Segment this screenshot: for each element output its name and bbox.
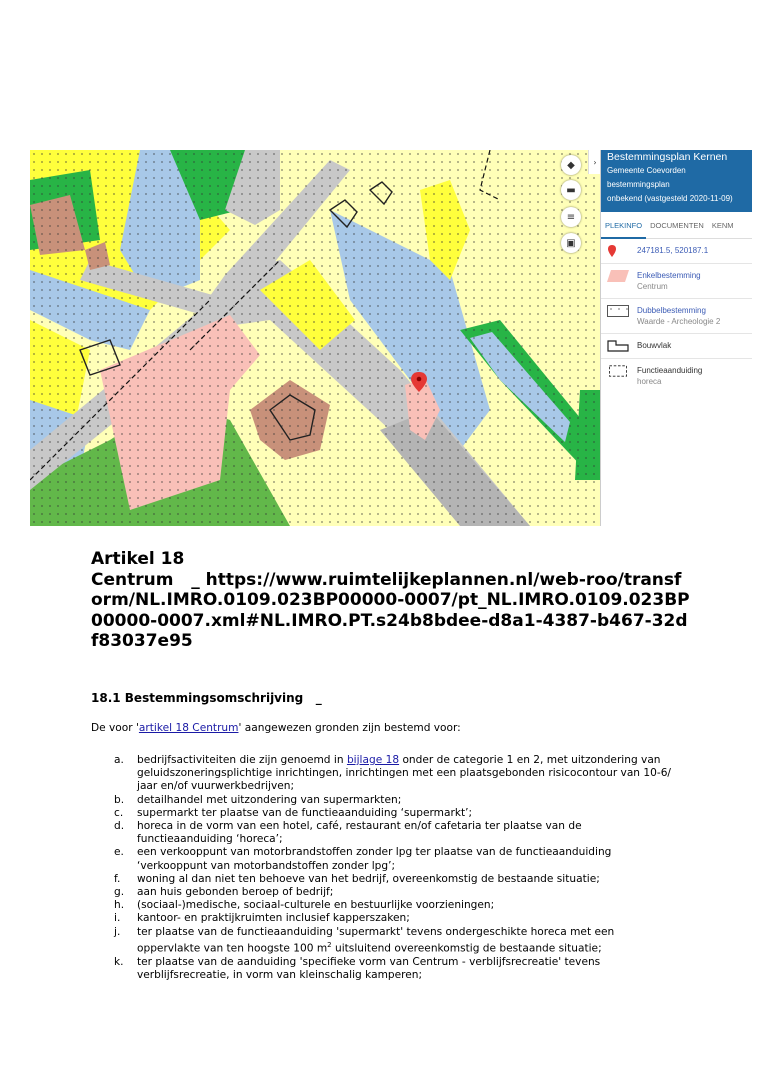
panel-header — [601, 150, 752, 212]
archeologie-overlay — [30, 150, 600, 526]
panel-toggle-button[interactable]: › — [588, 150, 601, 174]
panel-tabs — [601, 212, 752, 239]
item-text: kantoor- en praktijkruimten inclusief kapperszaken; — [137, 912, 410, 925]
layers-icon[interactable]: ◆ — [561, 155, 581, 175]
item-text: uitsluitend overeenkomstig de bestaande situatie; — [331, 942, 602, 955]
legend-row-functieaanduiding[interactable] — [601, 359, 752, 393]
article-name: Centrum — [91, 569, 174, 590]
intro-pre: De voor ' — [91, 722, 139, 734]
item-text: aan huis gebonden beroep of bedrijf; — [137, 886, 334, 899]
article-number: Artikel 18 — [91, 549, 185, 569]
zoning-map[interactable] — [30, 150, 600, 526]
list-icon[interactable]: ≡ — [561, 207, 581, 227]
list-item — [114, 754, 674, 794]
list-marker: i. — [114, 912, 121, 925]
item-text: een verkooppunt van motorbrandstoffen zonder lpg ter plaatse van de functieaanduiding ‘verkooppunt van motorbandstoffen zonder lpg’; — [137, 846, 612, 872]
subsection-title: 18.1 Bestemmingsomschrijving — [91, 691, 304, 705]
purpose-list — [114, 754, 674, 982]
intro-paragraph — [91, 722, 461, 734]
superscript: 2 — [327, 940, 332, 949]
list-marker: d. — [114, 820, 125, 833]
list-marker: j. — [114, 925, 121, 938]
list-marker: h. — [114, 899, 125, 912]
list-marker: g. — [114, 886, 125, 899]
list-marker: e. — [114, 846, 124, 859]
pink-swatch-icon — [607, 270, 629, 282]
bouwvlak-icon — [607, 340, 629, 352]
dotted-swatch-icon — [607, 305, 629, 317]
item-text: horeca in de vorm van een hotel, café, restaurant en/of cafetaria ter plaatse van de functieaanduiding ‘horeca’; — [137, 820, 582, 846]
list-item — [114, 956, 674, 982]
subsection-heading — [91, 691, 322, 705]
map-screenshot — [30, 150, 752, 526]
list-item — [114, 873, 674, 886]
subsection-separator: _ — [315, 691, 322, 705]
location-pin-icon — [607, 245, 629, 257]
article-link[interactable]: artikel 18 Centrum — [138, 722, 239, 734]
legend-row-bouwvlak[interactable] — [601, 334, 752, 359]
list-marker: f. — [114, 872, 121, 885]
bijlage-link[interactable]: bijlage 18 — [346, 754, 400, 766]
article-heading — [91, 549, 691, 652]
item-text: woning al dan niet ten behoeve van het bedrijf, overeenkomstig de bestaande situatie; — [137, 872, 600, 885]
item-text: supermarkt ter plaatse van de functieaanduiding ‘supermarkt’; — [137, 806, 473, 819]
list-item — [114, 807, 674, 820]
coordinates-row — [601, 239, 752, 264]
print-icon[interactable]: ▣ — [561, 233, 581, 253]
intro-post: ' aangewezen gronden zijn bestemd voor: — [238, 722, 461, 734]
list-item — [114, 912, 674, 925]
legend-label: Functieaanduiding — [637, 366, 703, 375]
item-text: onder de categorie 1 en 2, met uitzondering van geluidszoneringsplichtige inrichtingen, inrichtingen met een plaatsgebonden risicocontour van 10-6/ jaar en/of vuurwerkbedrijven; — [137, 754, 672, 793]
legend-sub: Centrum — [637, 282, 668, 291]
list-marker: c. — [114, 806, 124, 819]
tab-documenten[interactable]: DOCUMENTEN — [650, 220, 704, 230]
item-text: ter plaatse van de aanduiding 'specifieke vorm van Centrum - verblijfsrecreatie' tevens verblijfsrecreatie, in vorm van kleinschalig kamperen; — [137, 955, 601, 981]
legend-sub: Waarde - Archeologie 2 — [637, 317, 721, 326]
legend-label: Dubbelbestemming — [637, 306, 706, 315]
item-text: bedrijfsactiviteiten die zijn genoemd in — [137, 754, 347, 766]
plan-type: bestemmingsplan — [607, 180, 670, 189]
article-title-line — [91, 570, 691, 652]
coordinates: 247181.5, 520187.1 — [637, 246, 709, 255]
ruler-icon[interactable]: ▬ — [561, 180, 581, 200]
item-text: (sociaal-)medische, sociaal-culturele en bestuurlijke voorzieningen; — [137, 899, 495, 912]
dashed-swatch-icon — [607, 365, 629, 377]
list-item — [114, 794, 674, 807]
legend-sub: horeca — [637, 377, 662, 386]
list-item — [114, 899, 674, 912]
article-url[interactable]: https://www.ruimtelijkeplannen.nl/web-roo/transform/NL.IMRO.0109.023BP00000-0007/pt_NL.IMRO.0109.023BP00000-0007.xml#NL.IMRO.PT.s24b8bdee-d8a1-4387-b467-32df83037e95 — [91, 569, 690, 651]
plan-status: onbekend (vastgesteld 2020-11-09) — [607, 194, 733, 203]
list-item — [114, 846, 674, 872]
tab-kenmerken[interactable]: KENM — [711, 220, 734, 230]
list-item — [114, 926, 674, 956]
legend-label: Bouwvlak — [637, 341, 672, 350]
tab-plekinfo[interactable]: PLEKINFO — [601, 212, 646, 239]
article-separator: _ — [191, 569, 200, 590]
list-marker: k. — [114, 955, 124, 968]
list-marker: a. — [114, 754, 124, 766]
item-text: ter plaatse van de functieaanduiding 'supermarkt' tevens ondergeschikte horeca met een oppervlakte van ten hoogste 100 m — [137, 925, 615, 955]
list-marker: b. — [114, 793, 125, 806]
info-panel — [600, 150, 752, 526]
legend-label: Enkelbestemming — [637, 271, 701, 280]
item-text: detailhandel met uitzondering van supermarkten; — [137, 793, 402, 806]
list-item — [114, 820, 674, 846]
list-item — [114, 886, 674, 899]
legend-row-enkelbestemming[interactable] — [601, 264, 752, 299]
plan-title: Bestemmingsplan Kernen — [607, 151, 728, 163]
legend-row-dubbelbestemming[interactable] — [601, 299, 752, 334]
municipality: Gemeente Coevorden — [607, 166, 686, 175]
